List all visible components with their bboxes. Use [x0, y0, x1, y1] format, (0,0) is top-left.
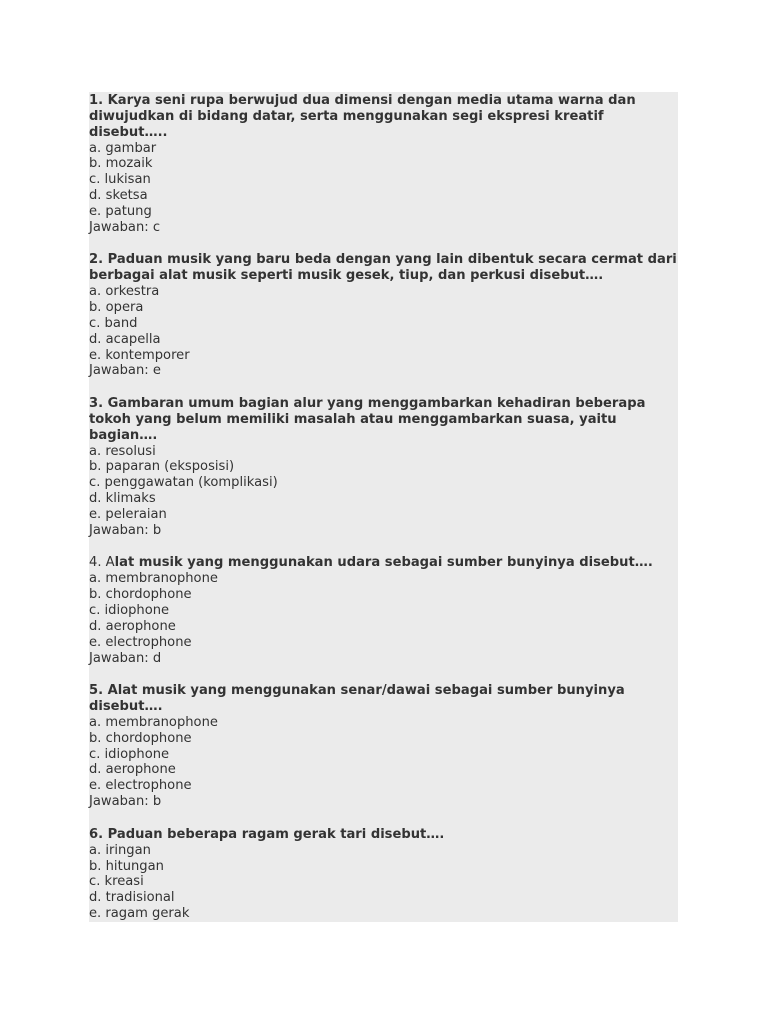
- option-a: a. gambar: [89, 140, 157, 156]
- option-d: d. tradisional: [89, 890, 175, 906]
- option-d: d. acapella: [89, 331, 161, 347]
- option-d: d. klimaks: [89, 491, 156, 507]
- question-body: 5. Alat musik yang menggunakan senar/dawai sebagai sumber bunyinya disebut….: [89, 683, 625, 715]
- question-text: [89, 826, 678, 843]
- option-b: b. paparan (eksposisi): [89, 459, 235, 475]
- option-a: a. iringan: [89, 842, 151, 858]
- option-e: e. ragam gerak: [89, 906, 190, 922]
- answer: Jawaban: d: [89, 650, 162, 666]
- question-text: [89, 554, 678, 571]
- question-4: [89, 554, 678, 666]
- option-e: e. peleraian: [89, 506, 167, 522]
- question-text: [89, 92, 678, 141]
- option-a: a. membranophone: [89, 571, 218, 587]
- option-b: b. mozaik: [89, 156, 153, 172]
- option-e: e. electrophone: [89, 778, 192, 794]
- answer: Jawaban: c: [89, 219, 161, 235]
- option-a: a. membranophone: [89, 714, 218, 730]
- question-1: [89, 92, 678, 236]
- option-c: c. idiophone: [89, 746, 170, 762]
- quiz-content: [89, 92, 678, 922]
- question-prefix: 4. A: [89, 555, 115, 571]
- option-a: a. orkestra: [89, 284, 160, 300]
- option-b: b. opera: [89, 299, 144, 315]
- option-c: c. band: [89, 315, 138, 331]
- question-6: [89, 826, 678, 922]
- question-3: [89, 395, 678, 539]
- question-body: 3. Gambaran umum bagian alur yang menggambarkan kehadiran beberapa tokoh yang belum memiliki masalah atau menggambarkan suasa, yaitu bagian….: [89, 396, 646, 443]
- option-d: d. aerophone: [89, 618, 176, 634]
- option-e: e. patung: [89, 203, 152, 219]
- option-d: d. sketsa: [89, 188, 148, 204]
- question-body: 6. Paduan beberapa ragam gerak tari disebut….: [89, 826, 445, 842]
- option-b: b. chordophone: [89, 587, 192, 603]
- question-2: [89, 251, 678, 379]
- question-body: lat musik yang menggunakan udara sebagai sumber bunyinya disebut….: [114, 555, 653, 571]
- option-b: b. chordophone: [89, 730, 192, 746]
- option-a: a. resolusi: [89, 443, 156, 459]
- option-e: e. electrophone: [89, 634, 192, 650]
- question-text: [89, 395, 678, 444]
- option-e: e. kontemporer: [89, 347, 190, 363]
- question-body: 2. Paduan musik yang baru beda dengan yang lain dibentuk secara cermat dari berbagai alat musik seperti musik gesek, tiup, dan perkusi disebut….: [89, 252, 677, 284]
- answer: Jawaban: e: [89, 363, 161, 379]
- option-c: c. lukisan: [89, 172, 151, 188]
- option-b: b. hitungan: [89, 858, 164, 874]
- answer: Jawaban: b: [89, 794, 162, 810]
- answer: Jawaban: b: [89, 522, 162, 538]
- question-5: [89, 682, 678, 810]
- question-body: 1. Karya seni rupa berwujud dua dimensi dengan media utama warna dan diwujudkan di bidang datar, serta menggunakan segi ekspresi kreatif disebut…..: [89, 93, 636, 140]
- option-c: c. penggawatan (komplikasi): [89, 475, 278, 491]
- option-c: c. kreasi: [89, 874, 144, 890]
- option-d: d. aerophone: [89, 762, 176, 778]
- option-c: c. idiophone: [89, 603, 170, 618]
- question-text: [89, 682, 678, 715]
- question-text: [89, 251, 678, 284]
